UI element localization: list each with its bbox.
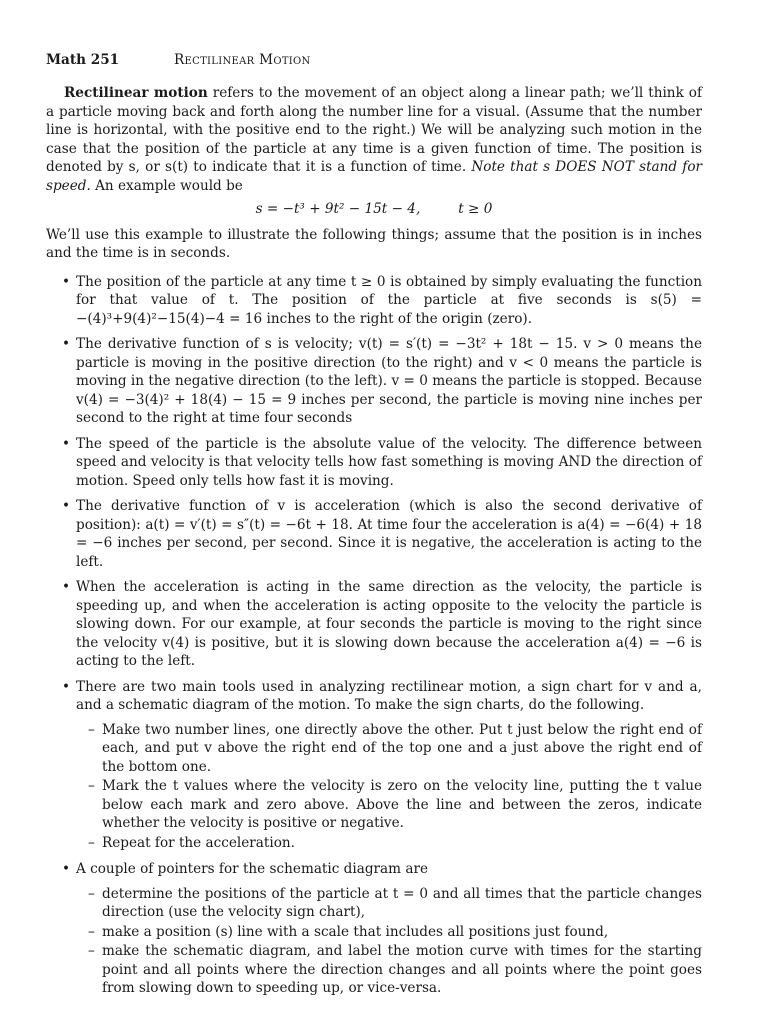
bullet-text: When the acceleration is acting in the same direction as the velocity, the particle is speeding up, and when the acceleration is acting opposite to the velocity the particle is slowing down. For our example, at four seconds the particle is moving to the right since the velocity v(4) is positive, but it is slowing down because the acceleration a(4) = −6 is acting to the left. [76,579,702,669]
sub-item [76,923,702,942]
dash-marker: – [88,834,95,851]
sub-item-text: determine the positions of the particle at t = 0 and all times that the particle changes direction (use the velocity sign chart), [102,885,702,920]
example-equation [46,200,702,219]
dash-marker: – [88,778,95,794]
sub-item-text: make a position (s) line with a scale that includes all positions just found, [102,923,609,940]
course-title: Math 251 [46,52,120,68]
bullet-item [46,435,702,491]
sub-item-text: make the schematic diagram, and label the motion curve with times for the starting point and all points where the direction changes and all points where the point goes from slowing down to speeding up, or vice-versa. [102,943,702,996]
sub-item-text: Repeat for the acceleration. [102,834,295,851]
bullet-text: The position of the particle at any time t ≥ 0 is obtained by simply evaluating the function for that value of t. The position of the particle at five seconds is s(5) = −(4)³+9(4)²−15(4)−4 = 16 inches to the right of the origin (zero). [76,273,702,327]
dash-marker: – [88,943,95,959]
intro-note: Note that s DOES NOT stand for speed. [46,159,703,194]
sub-item-text: Mark the t values where the velocity is zero on the velocity line, putting the t value below each mark and zero above. Above the line and between the zeros, indicate whether the velocity is positive or negative. [102,778,702,831]
dash-marker: – [88,885,95,902]
sub-item [76,942,702,998]
equation-expression: s = −t³ + 9t² − 15t − 4, [255,201,421,217]
bullet-item [46,497,702,571]
intro-term: Rectilinear motion [64,85,208,101]
topic-title: Rectilinear Motion [174,52,311,68]
equation-condition: t ≥ 0 [458,201,493,217]
bullet-text: A couple of pointers for the schematic diagram are [76,861,428,877]
bullet-text: The derivative function of v is acceleration (which is also the second derivative of position): a(t) = v′(t) = s″(t) = −6t + 18. At time four the acceleration is a(4) = −6(4) + 18 = −6 inches per second, per second. Since it is negative, the acceleration is acting to the left. [76,498,702,570]
intro-tail: An example would be [90,177,243,194]
bullet-marker: • [62,273,71,290]
bullet-text: The speed of the particle is the absolute value of the velocity. The difference between speed and velocity is that velocity tells how fast something is moving AND the direction of motion. Speed only tells how fast it is moving. [76,435,702,489]
bullet-marker: • [62,861,71,877]
bullet-text: The derivative function of s is velocity; v(t) = s′(t) = −3t² + 18t − 15. v > 0 means the particle is moving in the positive direction (to the right) and v < 0 means the particle is moving in the negative direction (to the left). v = 0 means the particle is stopped. Because v(4) = −3(4)² + 18(4) − 15 = 9 inches per second, the particle is moving nine inches per second to the right at time four seconds [76,336,702,426]
bullet-marker: • [62,498,71,514]
bullet-marker: • [62,579,71,595]
sub-item [76,885,702,922]
page-header [46,51,311,70]
bullet-list [46,273,702,998]
schematic-steps [76,885,702,998]
sub-item-text: Make two number lines, one directly above the other. Put t just below the right end of each, and put v above the right end of the top one and a just above the right end of the bottom one. [102,721,702,775]
sub-item [76,834,702,853]
bullet-marker: • [62,435,71,452]
sub-item [76,777,702,833]
document-body [46,84,702,1006]
intro-paragraph [46,84,702,195]
sign-chart-steps [76,721,702,853]
units-paragraph: We’ll use this example to illustrate the following things; assume that the position is in inches and the time is in seconds. [46,226,702,261]
bullet-item [46,335,702,428]
dash-marker: – [88,721,95,738]
bullet-item [46,273,702,329]
intro-text: refers to the movement of an object along a linear path; we’ll think of a particle moving back and forth along the number line for a visual. (Assume that the number line is horizontal, with the positive end to the right.) We will be analyzing such motion in the case that the position of the particle at any time is a given function of time. The position is denoted by s, or s(t) to indicate that it is a function of time. [46,85,702,175]
bullet-marker: • [62,336,71,352]
bullet-item [46,678,702,853]
bullet-marker: • [62,678,71,695]
bullet-item [46,578,702,671]
bullet-text: There are two main tools used in analyzing rectilinear motion, a sign chart for v and a, and a schematic diagram of the motion. To make the sign charts, do the following. [76,678,702,713]
sub-item [76,721,702,777]
bullet-item [46,860,702,998]
dash-marker: – [88,923,95,940]
